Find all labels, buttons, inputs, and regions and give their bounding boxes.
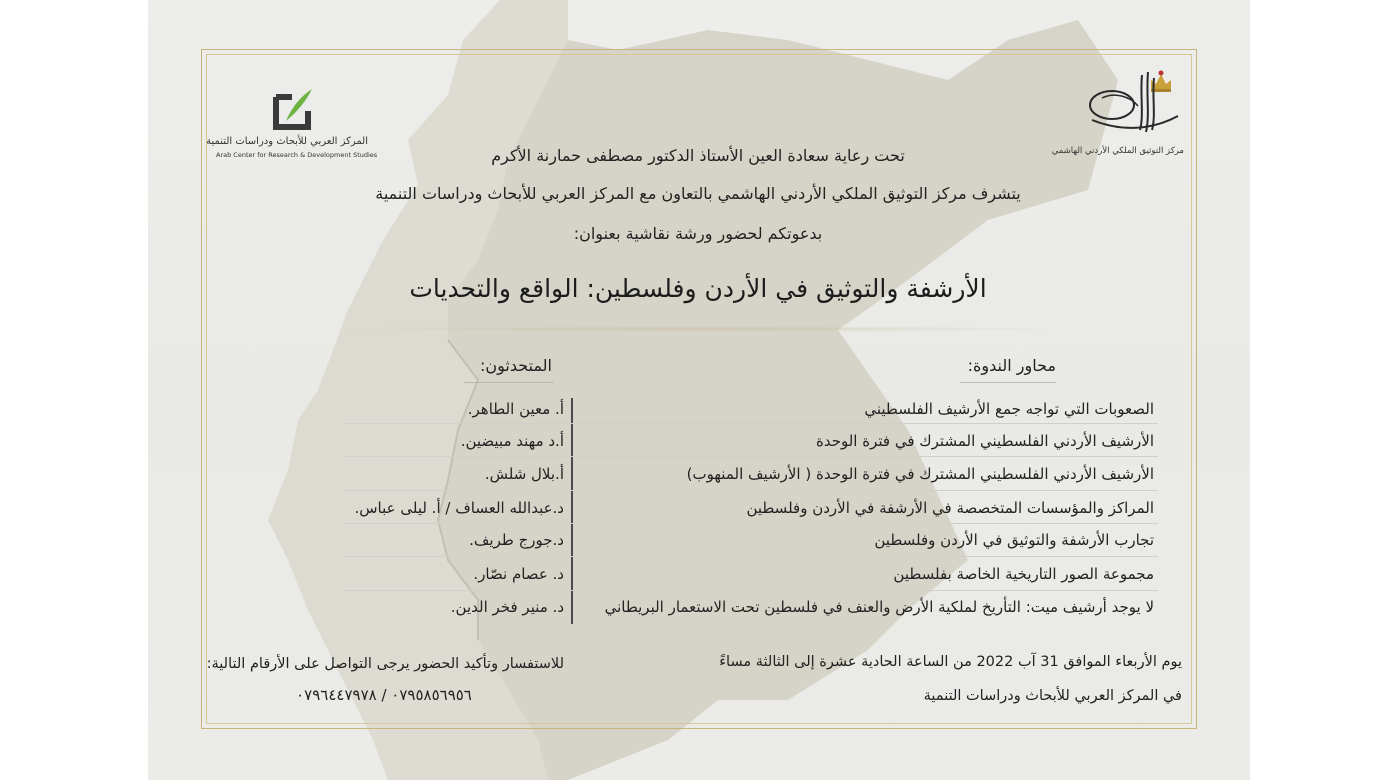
- row-separator: [344, 556, 1158, 557]
- title-divider: [328, 326, 1068, 332]
- axes-heading-underline: [960, 382, 1056, 383]
- row-separator: [344, 523, 1158, 524]
- venue-line: في المركز العربي للأبحاث ودراسات التنمية: [923, 688, 1182, 704]
- axes-heading: محاور الندوة:: [967, 356, 1056, 375]
- contact-line: للاستفسار وتأكيد الحضور يرجى التواصل على الأرقام التالية:: [206, 656, 564, 672]
- date-time-line: يوم الأربعاء الموافق 31 آب 2022 من الساعة الحادية عشرة إلى الثالثة مساءً: [719, 654, 1182, 670]
- speaker-item: د. منير فخر الدين.: [450, 598, 564, 616]
- speaker-item: أ.بلال شلش.: [484, 465, 564, 483]
- row-separator: [344, 456, 1158, 457]
- axis-item: مجموعة الصور التاريخية الخاصة بفلسطين: [893, 565, 1154, 583]
- axis-item: تجارب الأرشفة والتوثيق في الأردن وفلسطين: [874, 531, 1154, 549]
- arab-center-logo-icon: [272, 87, 314, 131]
- row-separator: [344, 423, 1158, 424]
- speaker-item: د.عبدالله العساف / أ. ليلى عباس.: [354, 499, 564, 517]
- speaker-item: د. عصام نصّار.: [473, 565, 564, 583]
- speaker-item: أ.د مهند مبيضين.: [460, 432, 564, 450]
- invitation-line: بدعوتكم لحضور ورشة نقاشية بعنوان:: [573, 224, 823, 243]
- speakers-heading: المتحدثون:: [480, 356, 552, 375]
- speaker-item: د.جورج طريف.: [469, 531, 564, 549]
- axis-item: الصعوبات التي تواجه جمع الأرشيف الفلسطيني: [864, 400, 1154, 418]
- speaker-item: أ. معين الطاهر.: [467, 400, 564, 418]
- arab-center-name-en: Arab Center for Research & Development Studies: [216, 151, 378, 159]
- arab-center-name-ar: المركز العربي للأبحاث ودراسات التنمية: [206, 136, 368, 147]
- row-separator: [344, 490, 1158, 491]
- host-line: يتشرف مركز التوثيق الملكي الأردني الهاشمي بالتعاون مع المركز العربي للأبحاث ودراسات التنمية: [375, 184, 1021, 203]
- phone-numbers[interactable]: ٠٧٩٥٨٥٦٩٥٦ / ٠٧٩٦٤٤٧٩٧٨: [296, 686, 472, 704]
- calligraphy-emblem-icon: [1082, 70, 1182, 140]
- axis-item: الأرشيف الأردني الفلسطيني المشترك في فترة الوحدة ( الأرشيف المنهوب): [686, 465, 1154, 483]
- patronage-line: تحت رعاية سعادة العين الأستاذ الدكتور مصطفى حمارنة الأكرم: [491, 146, 905, 165]
- workshop-title: الأرشفة والتوثيق في الأردن وفلسطين: الواقع والتحديات: [409, 274, 987, 303]
- axis-item: الأرشيف الأردني الفلسطيني المشترك في فترة الوحدة: [815, 432, 1154, 450]
- royal-center-name-ar: مركز التوثيق الملكي الأردني الهاشمي: [1051, 146, 1184, 156]
- axis-item: المراكز والمؤسسات المتخصصة في الأرشفة في الأردن وفلسطين: [746, 499, 1154, 517]
- axis-item: لا يوجد أرشيف ميت: التأريخ لملكية الأرض والعنف في فلسطين تحت الاستعمار البريطاني: [604, 598, 1154, 616]
- row-separator: [344, 590, 1158, 591]
- speakers-heading-underline: [464, 382, 554, 383]
- invitation-card: [148, 0, 1250, 780]
